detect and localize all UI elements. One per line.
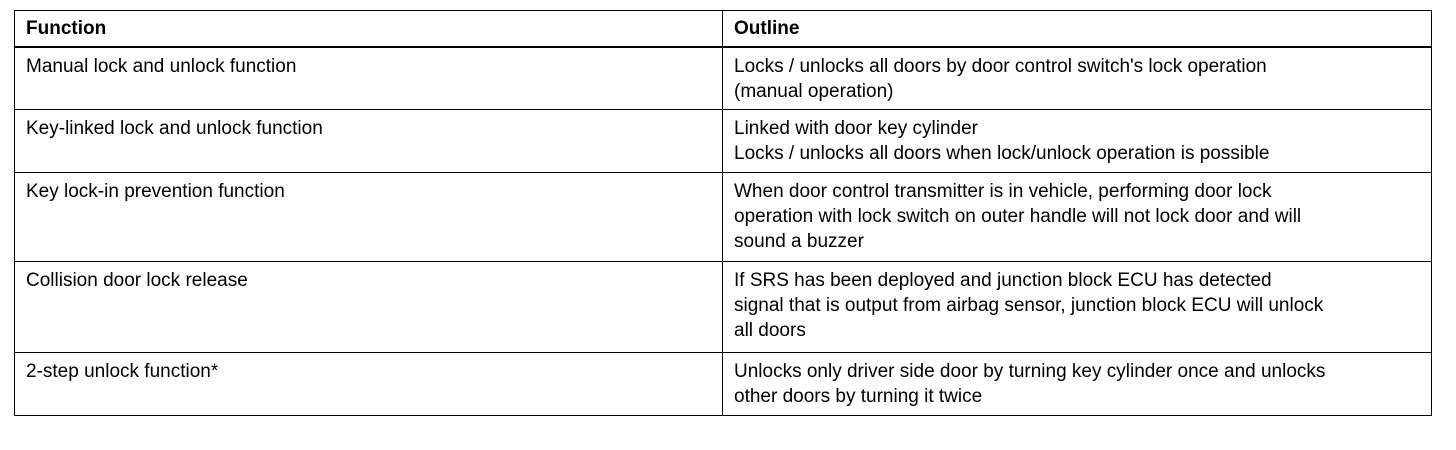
outline-line: Linked with door key cylinder <box>734 118 978 139</box>
outline-line: other doors by turning it twice <box>734 386 983 407</box>
outline-line: Locks / unlocks all doors when lock/unlock operation is possible <box>734 143 1270 164</box>
function-cell: Key lock-in prevention function <box>15 173 723 262</box>
function-cell: Key-linked lock and unlock function <box>15 110 723 173</box>
outline-line: (manual operation) <box>734 81 894 102</box>
table-row <box>15 173 1432 262</box>
header-row <box>15 11 1432 48</box>
outline-cell <box>723 110 1432 173</box>
outline-cell <box>723 47 1432 110</box>
function-cell: Collision door lock release <box>15 262 723 353</box>
function-cell: 2-step unlock function* <box>15 353 723 416</box>
table-row <box>15 47 1432 110</box>
header-outline: Outline <box>723 11 1432 48</box>
outline-cell <box>723 262 1432 353</box>
outline-line: all doors <box>734 320 806 341</box>
outline-line: When door control transmitter is in vehicle, performing door lock <box>734 181 1272 202</box>
function-cell: Manual lock and unlock function <box>15 47 723 110</box>
outline-line: Locks / unlocks all doors by door control switch's lock operation <box>734 56 1267 77</box>
outline-cell <box>723 173 1432 262</box>
table-row <box>15 110 1432 173</box>
table-row <box>15 353 1432 416</box>
outline-line: sound a buzzer <box>734 231 864 252</box>
header-function: Function <box>15 11 723 48</box>
outline-line: signal that is output from airbag sensor, junction block ECU will unlock <box>734 295 1324 316</box>
outline-line: If SRS has been deployed and junction block ECU has detected <box>734 270 1272 291</box>
outline-line: Unlocks only driver side door by turning key cylinder once and unlocks <box>734 361 1326 382</box>
outline-cell <box>723 353 1432 416</box>
table-row <box>15 262 1432 353</box>
outline-line: operation with lock switch on outer handle will not lock door and will <box>734 206 1302 227</box>
function-outline-table <box>14 10 1432 416</box>
